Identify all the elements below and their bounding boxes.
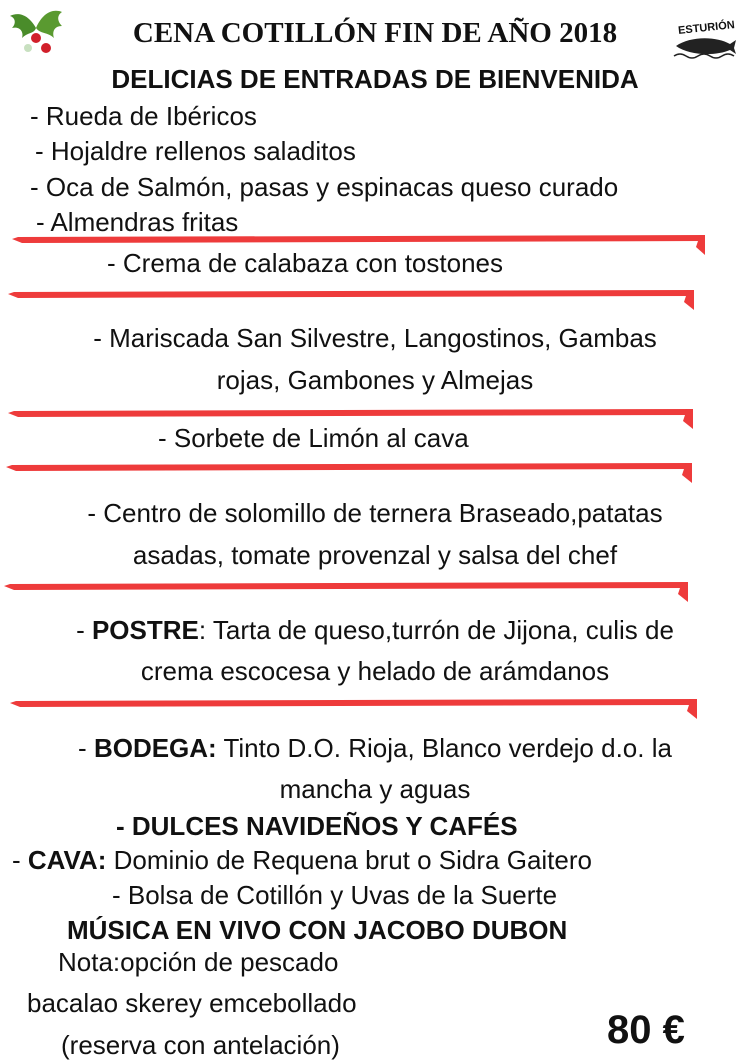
course-solomillo-line1: - Centro de solomillo de ternera Braseado,patatas — [87, 498, 663, 528]
course-postre-line1 — [0, 615, 750, 645]
course-sorbete: - Sorbete de Limón al cava — [158, 423, 469, 453]
divider-line — [0, 457, 750, 481]
bodega-label: BODEGA: — [93, 733, 217, 763]
postre-prefix: - — [76, 615, 92, 645]
logo-text: ESTURIÓN — [677, 19, 736, 37]
course-crema: - Crema de calabaza con tostones — [107, 248, 503, 278]
cava-label: CAVA: — [27, 845, 107, 875]
cava-line — [12, 845, 592, 875]
bodega-line1 — [0, 733, 750, 763]
course-solomillo-line2: asadas, tomate provenzal y salsa del chef — [132, 540, 618, 570]
cava-prefix: - — [12, 845, 28, 875]
bodega-text: Tinto D.O. Rioja, Blanco verdejo d.o. la — [216, 733, 672, 763]
fish-icon — [672, 34, 738, 60]
note-line3: (reserva con antelación) — [61, 1030, 340, 1060]
menu-title: CENA COTILLÓN FIN DE AÑO 2018 — [132, 17, 618, 49]
cava-text: Dominio de Requena brut o Sidra Gaitero — [106, 845, 592, 875]
postre-label: POSTRE — [91, 615, 199, 645]
note-line1: Nota:opción de pescado — [58, 947, 339, 977]
bodega-prefix: - — [78, 733, 94, 763]
welcome-heading: DELICIAS DE ENTRADAS DE BIENVENIDA — [111, 64, 639, 94]
musica-line: MÚSICA EN VIVO CON JACOBO DUBON — [67, 915, 568, 945]
price: 80 € — [607, 1008, 685, 1052]
course-mariscada-line1: - Mariscada San Silvestre, Langostinos, Gambas — [93, 323, 657, 353]
bolsa-line: - Bolsa de Cotillón y Uvas de la Suerte — [112, 880, 558, 910]
course-mariscada-line2: rojas, Gambones y Almejas — [216, 365, 534, 395]
welcome-item: - Almendras fritas — [36, 207, 239, 237]
dulces-line: - DULCES NAVIDEÑOS Y CAFÉS — [116, 811, 518, 841]
divider-line — [0, 693, 750, 717]
esturion-logo — [672, 19, 738, 60]
divider-line — [0, 576, 750, 600]
note-line2: bacalao skerey emcebollado — [27, 988, 357, 1018]
welcome-item: - Oca de Salmón, pasas y espinacas queso curado — [30, 172, 619, 202]
welcome-item: - Hojaldre rellenos saladitos — [35, 136, 356, 166]
welcome-item: - Rueda de Ibéricos — [30, 101, 257, 131]
course-postre-line2: crema escocesa y helado de arámdanos — [140, 656, 610, 686]
divider-line — [0, 284, 750, 308]
postre-text: : Tarta de queso,turrón de Jijona, culis de — [198, 615, 674, 645]
bodega-line2: mancha y aguas — [279, 774, 471, 804]
